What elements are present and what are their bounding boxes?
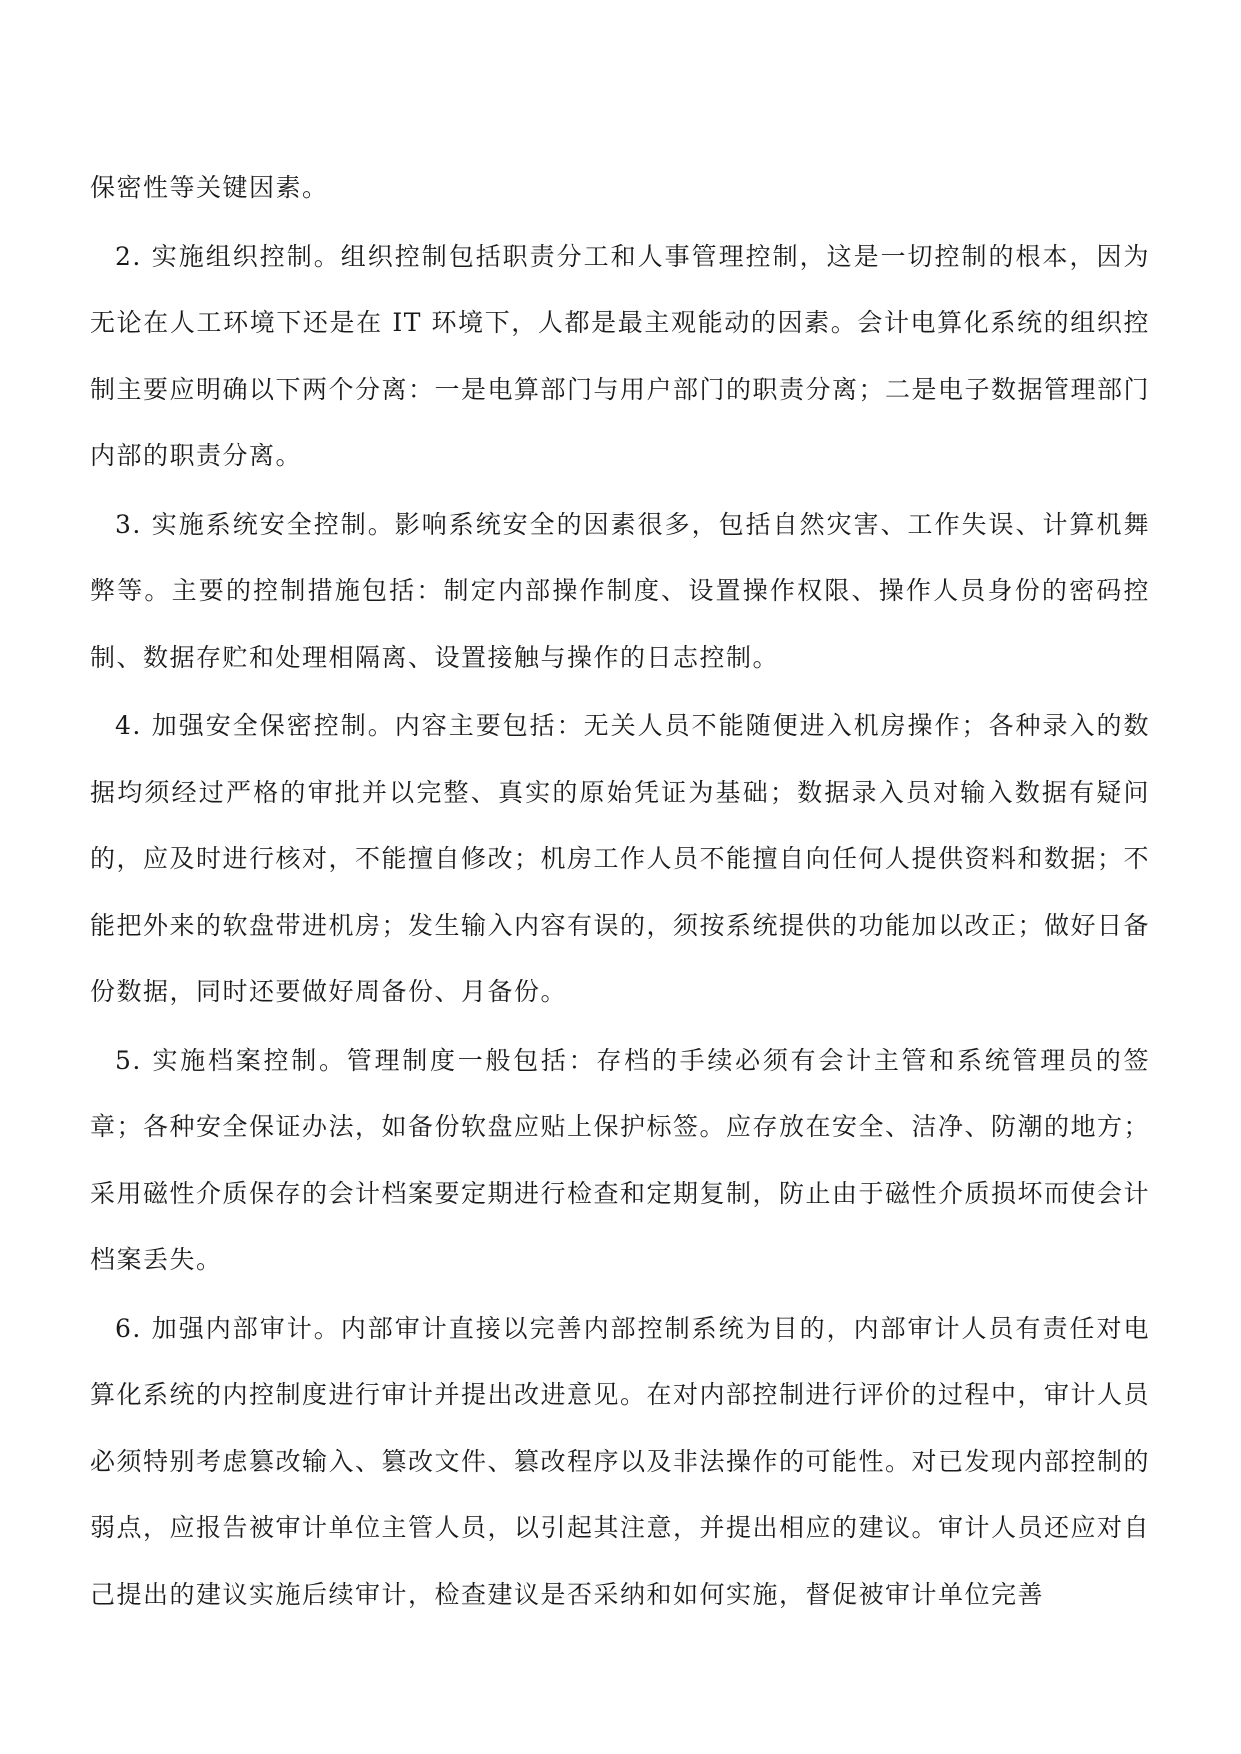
paragraph-internal-audit: 6. 加强内部审计。内部审计直接以完善内部控制系统为目的，内部审计人员有责任对电算化系统的内控制度进行审计并提出改进意见。在对内部控制进行评价的过程中，审计人员必须特别考虑篡改输入、篡改文件、篡改程序以及非法操作的可能性。对已发现内部控制的弱点，应报告被审计单位主管人员，以引起其注意，并提出相应的建议。审计人员还应对自己提出的建议实施后续审计，检查建议是否采纳和如何实施，督促被审计单位完善 (90, 1313, 1151, 1609)
paragraph-system-security-control: 3. 实施系统安全控制。影响系统安全的因素很多，包括自然灾害、工作失误、计算机舞弊等。主要的控制措施包括：制定内部操作制度、设置操作权限、操作人员身份的密码控制、数据存贮和处理相隔离、设置接触与操作的日志控制。 (90, 509, 1150, 672)
paragraph-security-confidentiality-control: 4. 加强安全保密控制。内容主要包括：无关人员不能随便进入机房操作；各种录入的数据均须经过严格的审批并以完整、真实的原始凭证为基础；数据录入员对输入数据有疑问的，应及时进行核对，不能擅自修改；机房工作人员不能擅自向任何人提供资料和数据；不能把外来的软盘带进机房；发生输入内容有误的，须按系统提供的功能加以改正；做好日备份数据，同时还要做好周备份、月备份。 (90, 711, 1151, 1006)
paragraph-archive-control: 5. 实施档案控制。管理制度一般包括：存档的手续必须有会计主管和系统管理员的签章；各种安全保证办法，如备份软盘应贴上保护标签。应存放在安全、洁净、防潮的地方；采用磁性介质保存的会计档案要定期进行检查和定期复制，防止由于磁性介质损坏而使会计档案丢失。 (90, 1045, 1151, 1274)
paragraph-organization-control: 2. 实施组织控制。组织控制包括职责分工和人事管理控制，这是一切控制的根本，因为无论在人工环境下还是在 IT 环境下，人都是最主观能动的因素。会计电算化系统的组织控制主要应明确以下两个分离：一是电算部门与用户部门的职责分离；二是电子数据管理部门内部的职责分离。 (90, 241, 1151, 470)
document-body (90, 155, 1150, 1630)
paragraph-continuation: 保密性等关键因素。 (90, 173, 329, 202)
